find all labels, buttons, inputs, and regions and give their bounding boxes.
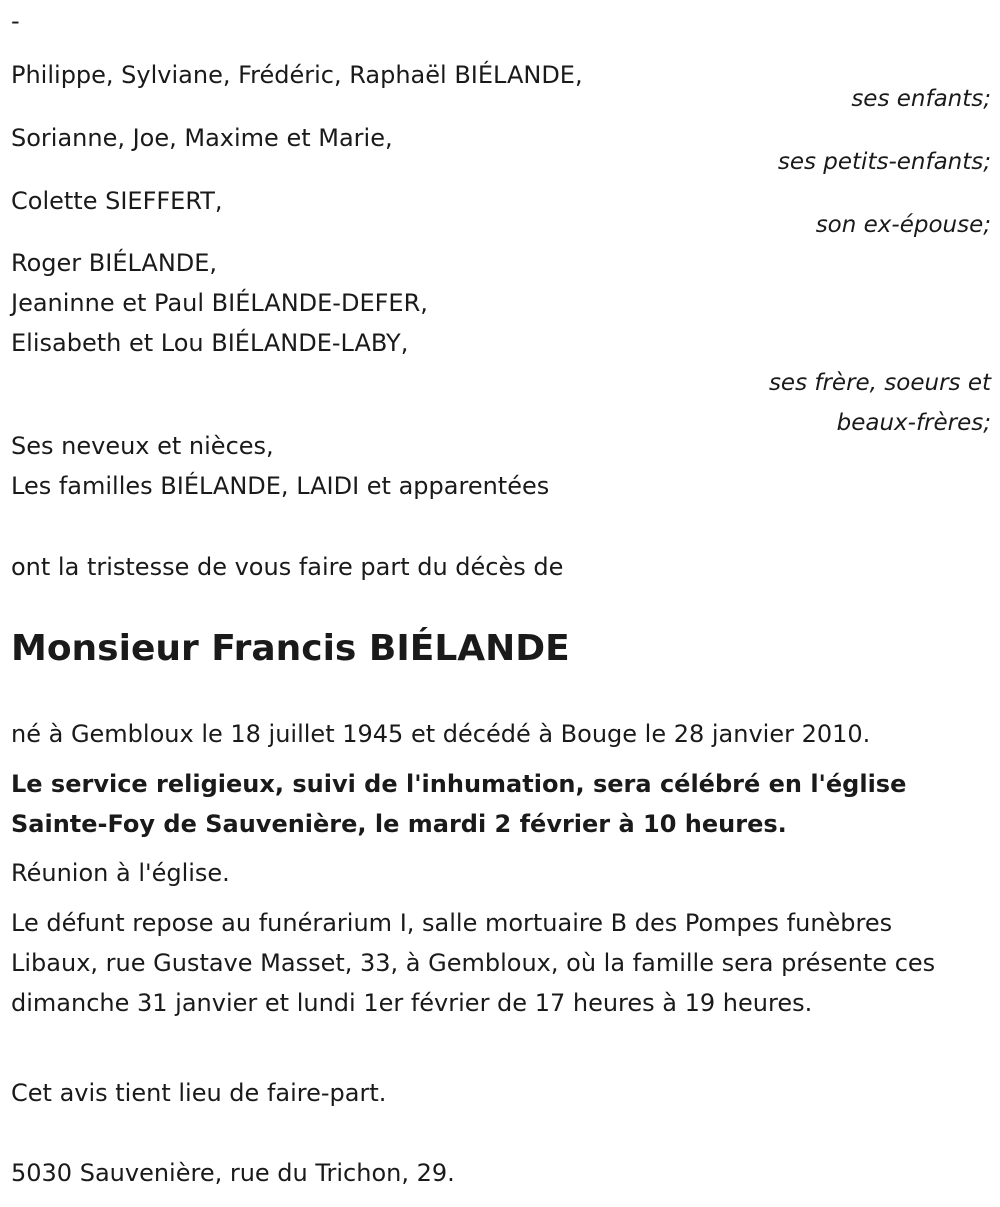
ex-spouse-group <box>11 179 991 238</box>
meeting-text: Réunion à l'église. <box>11 859 230 887</box>
leading-dash: - <box>11 7 20 35</box>
family-address: 5030 Sauvenière, rue du Trichon, 29. <box>11 1159 455 1187</box>
families-line: Les familles BIÉLANDE, LAIDI et apparentées <box>11 472 550 500</box>
service-details: Le service religieux, suivi de l'inhumation, sera célébré en l'église Sainte-Foy de Sauvenière, le mardi 2 février à 10 heures. <box>11 770 907 838</box>
deceased-name: Monsieur Francis BIÉLANDE <box>11 628 570 669</box>
nephews-line: Ses neveux et nièces, <box>11 432 274 460</box>
siblings-group <box>11 243 991 443</box>
children-names: Philippe, Sylviane, Frédéric, Raphaël BIÉLANDE, <box>11 61 583 89</box>
others-group <box>11 426 991 506</box>
ex-spouse-name: Colette SIEFFERT, <box>11 187 223 215</box>
siblings-relation-line1: ses frère, soeurs et <box>768 370 991 396</box>
grandchildren-group <box>11 116 991 175</box>
grandchildren-relation: ses petits-enfants; <box>777 149 991 175</box>
announcement-text: ont la tristesse de vous faire part du décès de <box>11 553 564 581</box>
children-group <box>11 53 991 112</box>
grandchildren-names: Sorianne, Joe, Maxime et Marie, <box>11 124 393 152</box>
ex-spouse-relation: son ex-épouse; <box>815 212 991 238</box>
announcement <box>11 547 991 587</box>
siblings-relation-line2: beaux-frères; <box>836 410 991 436</box>
children-relation: ses enfants; <box>851 86 991 112</box>
birth-death-dates: né à Gembloux le 18 juillet 1945 et décédé à Bouge le 28 janvier 2010. <box>11 720 871 748</box>
sibling-line: Elisabeth et Lou BIÉLANDE-LABY, <box>11 329 409 357</box>
faire-part-text: Cet avis tient lieu de faire-part. <box>11 1079 387 1107</box>
rest-details: Le défunt repose au funérarium I, salle mortuaire B des Pompes funèbres Libaux, rue Gustave Masset, 33, à Gembloux, où la famille sera présente ces dimanche 31 janvier et lundi 1er février de 17 heures à 19 heures. <box>11 909 936 1017</box>
sibling-line: Jeaninne et Paul BIÉLANDE-DEFER, <box>11 289 428 317</box>
sibling-line: Roger BIÉLANDE, <box>11 249 218 277</box>
